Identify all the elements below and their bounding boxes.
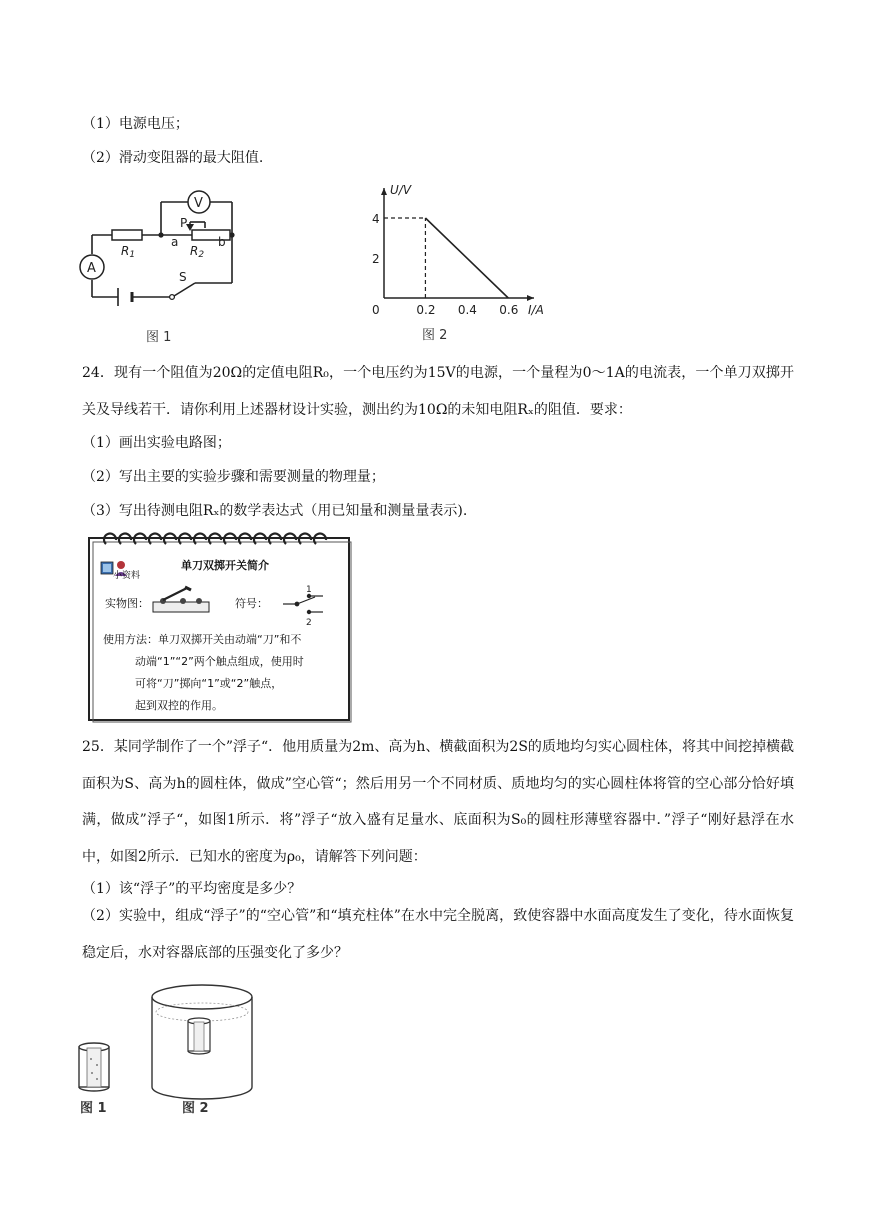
y-axis-arrow-icon [381,188,387,195]
symbol-contact-2: 2 [306,618,312,628]
fig1-caption: 图 1 [146,330,172,345]
r1-resistor [112,230,142,240]
y-tick-4: 4 [372,212,380,226]
label-r2-sub: 2 [198,250,205,260]
x-tick-0.2: 0.2 [416,303,436,317]
water-container-icon [152,985,252,1099]
circuit-diagram [72,182,252,347]
label-b: b [218,235,226,249]
symbol-contact-1: 1 [306,585,312,595]
ui-graph [362,180,542,350]
q24-item-2: （2）写出主要的实验步骤和需要测量的物理量； [82,469,385,485]
label-r2: R [190,244,199,258]
x-tick-0.6: 0.6 [499,303,519,317]
usage-line-1: 使用方法：单刀双掷开关由动端“刀”和不 [103,633,302,646]
label-a: a [171,235,179,249]
q24-item-3: （3）写出待测电阻Rₓ的数学表达式（用已知量和测量量表示). [82,503,468,519]
voltmeter-label: V [194,196,203,211]
usage-line-3: 可将“刀”掷向“1”或“2”触点， [135,677,283,690]
fig3-caption-2: 图 2 [182,1101,209,1116]
x-axis-label: I/A [528,303,544,317]
label-r1: R [121,244,130,258]
data-line [425,218,508,298]
note-title: 单刀双掷开关简介 [181,559,269,572]
svg-text:R2 [190,244,204,260]
q24-item-1: （1）画出实验电路图； [82,435,231,451]
spdt-note-card [85,530,351,722]
q25-text: 25．某同学制作了一个”浮子“．他用质量为2m、高为h、横截面积为2S的质地均匀实心圆柱体，将其中间挖掉横截面积为S、高为h的圆柱体，做成”空心管“；然后用另一个不同材质、质地均匀的实心圆柱体将管的空心部分恰好填满，做成”浮子“，如图1所示．将”浮子“放入盛有足量水、底面积为S₀的圆柱形薄壁容器中．”浮子“刚好悬浮在水中，如图2所示．已知水的密度为ρ₀，请解答下列问题： [82,739,794,865]
fig2-caption: 图 2 [422,328,448,343]
floater-tube-icon [79,1043,109,1091]
origin-label: 0 [372,303,380,317]
y-tick-2: 2 [372,252,380,266]
usage-line-4: 起到双控的作用。 [135,699,223,712]
label-p: P [180,216,188,230]
q24-text: 24．现有一个阻值为20Ω的定值电阻R₀，一个电压约为15V的电源，一个量程为0～1A的电流表，一个单刀双掷开关及导线若干．请你利用上述器材设计实验，测出约为10Ω的未知电阻Rₓ的阻值．要求： [82,365,794,418]
x-axis-arrow-icon [527,295,534,301]
note-badge: 小资料 [113,571,141,581]
photo-label: 实物图： [105,597,149,610]
q23-item-2: （2）滑动变阻器的最大阻值. [82,150,264,166]
symbol-label: 符号： [235,597,268,610]
q25-item-2: （2）实验中，组成“浮子”的“空心管”和“填充柱体”在水中完全脱离，致使容器中水面高度发生了变化，待水面恢复稳定后，水对容器底部的压强变化了多少？ [82,908,794,961]
ammeter-label: A [87,261,96,276]
label-s: S [179,270,187,284]
svg-text:R1 [121,244,135,260]
label-r1-sub: 1 [129,250,136,260]
q25-item-1: （1）该“浮子”的平均密度是多少？ [82,881,302,897]
floater-figure [72,975,272,1125]
y-axis-label: U/V [390,183,412,197]
x-tick-0.4: 0.4 [457,303,477,317]
q23-item-1: （1）电源电压； [82,116,189,132]
fig3-caption-1: 图 1 [80,1101,107,1116]
usage-line-2: 动端“1”“2”两个触点组成，使用时 [135,655,304,668]
